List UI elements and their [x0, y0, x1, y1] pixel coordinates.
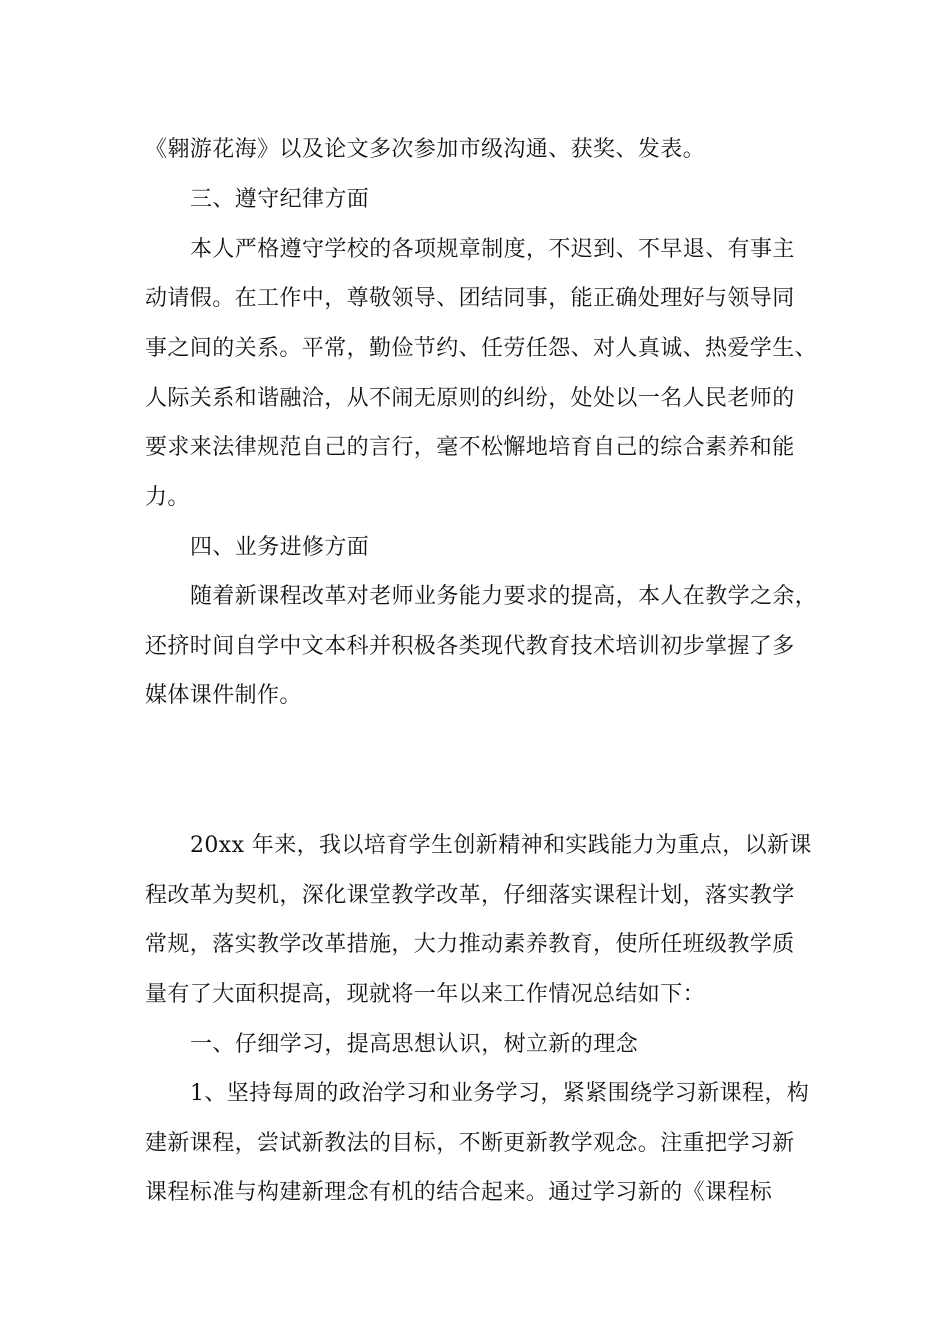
paragraph-line: 随着新课程改革对老师业务能力要求的提高，本人在教学之余， — [190, 584, 818, 609]
paragraph-line: 量有了大面积提高，现就将一年以来工作情况总结如下： — [145, 982, 706, 1007]
paragraph-line: 力。 — [145, 485, 190, 510]
paragraph-line: 建新课程，尝试新教法的目标，不断更新教学观念。注重把学习新 — [145, 1131, 795, 1156]
paragraph-line: 动请假。在工作中，尊敬领导、团结同事，能正确处理好与领导同 — [145, 286, 795, 311]
paragraph-line: 媒体课件制作。 — [145, 683, 302, 708]
paragraph-line: 20xx 年来，我以培育学生创新精神和实践能力为重点，以新课 — [190, 833, 812, 858]
section-heading: 四、业务进修方面 — [190, 535, 370, 560]
paragraph-line: 课程标准与构建新理念有机的结合起来。通过学习新的《课程标 — [145, 1180, 773, 1205]
section-heading: 一、仔细学习，提高思想认识，树立新的理念 — [190, 1032, 639, 1057]
paragraph-line: 人际关系和谐融洽，从不闹无原则的纠纷，处处以一名人民老师的 — [145, 386, 795, 411]
section-heading: 三、遵守纪律方面 — [190, 187, 370, 212]
paragraph-line: 程改革为契机，深化课堂教学改革，仔细落实课程计划，落实教学 — [145, 883, 795, 908]
paragraph-line: 要求来法律规范自己的言行，毫不松懈地培育自己的综合素养和能 — [145, 435, 795, 460]
paragraph-line: 1、坚持每周的政治学习和业务学习，紧紧围绕学习新课程，构 — [190, 1081, 810, 1106]
paragraph-line: 事之间的关系。平常，勤俭节约、任劳任怨、对人真诚、热爱学生、 — [145, 336, 818, 361]
paragraph-line: 《翱游花海》以及论文多次参加市级沟通、获奖、发表。 — [145, 137, 706, 162]
paragraph-line: 还挤时间自学中文本科并积极各类现代教育技术培训初步掌握了多 — [145, 634, 795, 659]
paragraph-line: 本人严格遵守学校的各项规章制度，不迟到、不早退、有事主 — [190, 237, 795, 262]
paragraph-line: 常规，落实教学改革措施，大力推动素养教育，使所任班级教学质 — [145, 932, 795, 957]
